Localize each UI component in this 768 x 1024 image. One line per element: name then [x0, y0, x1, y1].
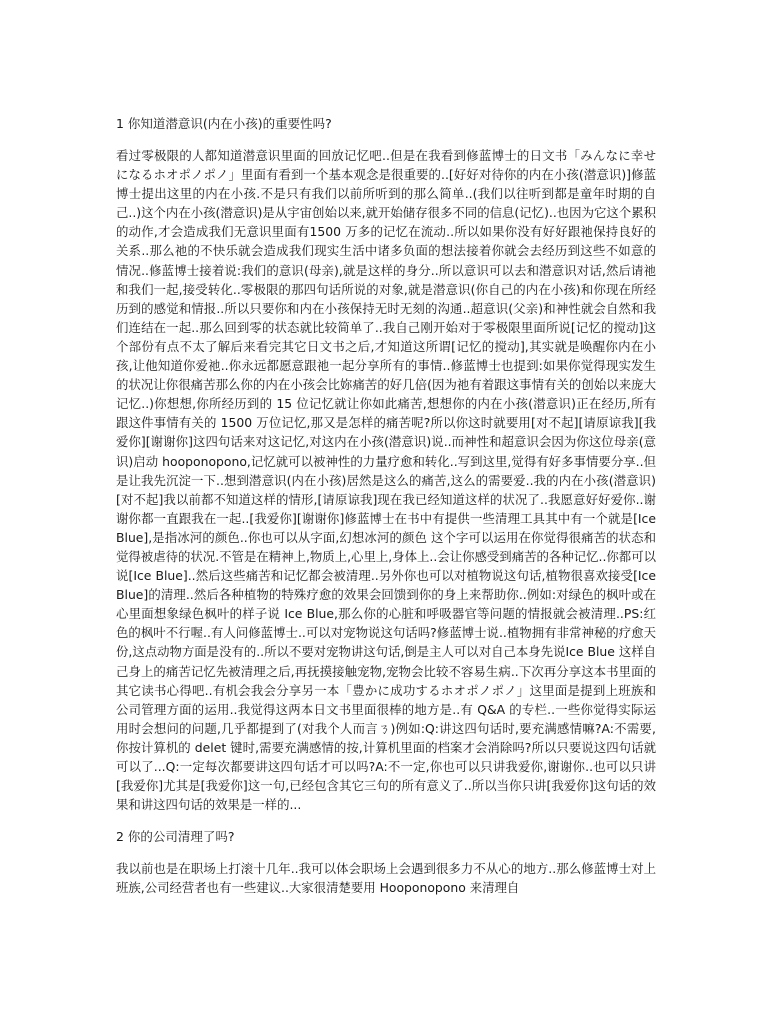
section-2-heading: 2 你的公司清理了吗?	[116, 829, 235, 845]
section-2-body: 我以前也是在职场上打滚十几年..我可以体会职场上会遇到很多力不从心的地方..那么修蓝博士对上班族,公司经营者也有一些建议..大家很清楚要用 Hooponopono 来清理自	[116, 861, 656, 896]
section-1-heading: 1 你知道潜意识(内在小孩)的重要性吗?	[116, 116, 332, 131]
document-page	[116, 114, 656, 910]
section-1-body: 看过零极限的人都知道潜意识里面的回放记忆吧..但是在我看到修蓝博士的日文书「みんなに幸せになるホオポノポノ」里面有看到一个基本观念是很重要的..[好好对待你的内在小孩(潜意识)]修蓝博士提出这里的内在小孩.不是只有我们以前所听到的那么简单..(我们以往听到都是童年时期的自己..)这个内在小孩(潜意识)是从宇宙创始以来,就开始储存很多不同的信息(记忆)..也因为它这个累积的动作,才会造成我们无意识里面有1500 万多的记忆在流动..所以如果你没有好好跟祂保持良好的关系..那么祂的不快乐就会造成我们现实生活中诸多负面的想法接着你就会去经历到这些不如意的情况..修蓝博士接着说:我们的意识(母亲),就是这样的身分..所以意识可以去和潜意识对话,然后请祂和我们一起,接受转化..零极限的那四句话所说的对象,就是潜意识(你自己的内在小孩)和你现在所经历到的感觉和情报..所以只要你和内在小孩保持无时无刻的沟通..超意识(父亲)和神性就会自然和我们连结在一起..那么回到零的状态就比较简单了..我自己刚开始对于零极限里面所说[记忆的搅动]这个部份有点不太了解后来看完其它日文书之后,才知道这所谓[记忆的搅动],其实就是唤醒你内在小孩,让他知道你爱祂..你永远都愿意跟祂一起分享所有的事情..修蓝博士也提到:如果你觉得现实发生的状况让你很痛苦那么你的内在小孩会比妳痛苦的好几倍(因为祂有着跟这事情有关的创始以来庞大记忆..)你想想,你所经历到的 15 位记忆就让你如此痛苦,想想你的内在小孩(潜意识)正在经历,所有跟这件事情有关的 1500 万位记忆,那又是怎样的痛苦呢?所以你这时就要用[对不起][请原谅我][我爱你][谢谢你]这四句话来对这记忆,对这内在小孩(潜意识)说..而神性和超意识会因为你这位母亲(意识)启动 hooponopono,记忆就可以被神性的力量疗愈和转化..写到这里,觉得有好多事情要分享..但是让我先沉淀一下..想到潜意识(内在小孩)居然是这么的痛苦,这么的需要爱..我的内在小孩(潜意识)[对不起]我以前都不知道这样的情形,[请原谅我]现在我已经知道这样的状况了..我愿意好好爱你..谢谢你都一直跟我在一起..[我爱你][谢谢你]修蓝博士在书中有提供一些清理工具其中有一个就是[Ice Blue],是指冰河的颜色..你也可以从字面,幻想冰河的颜色 这个字可以运用在你觉得很痛苦的状态和觉得被虐待的状况.不管是在精神上,物质上,心里上,身体上..会让你感受到痛苦的各种记忆..你都可以说[Ice Blue]..然后这些痛苦和记忆都会被清理..另外你也可以对植物说这句话,植物很喜欢接受[Ice Blue]的清理..然后各种植物的特殊疗愈的效果会回馈到你的身上来帮助你..例如:对绿色的枫叶或在心里面想象绿色枫叶的样子说 Ice Blue,那么你的心脏和呼吸器官等问题的情报就会被清理..PS:红色的枫叶不行喔..有人问修蓝博士..可以对宠物说这句话吗?修蓝博士说..植物拥有非常神秘的疗愈天份,这点动物方面是没有的..所以不要对宠物讲这句话,倒是主人可以对自己本身先说Ice Blue 这样自己身上的痛苦记忆先被清理之后,再抚摸接触宠物,宠物会比较不容易生病..下次再分享这本书里面的其它读书心得吧..有机会我会分享另一本「豊かに成功するホオポノポノ」这里面是提到上班族和公司管理方面的运用..我觉得这两本日文书里面很棒的地方是..有 Q&A 的专栏..一些你觉得实际运用时会想问的问题,几乎都提到了(对我个人而言ㄋ)例如:Q:讲这四句话时,要充满感情嘛?A:不需要,你按计算机的 delet 键时,需要充满感情的按,计算机里面的档案才会消除吗?所以只要说这四句话就可以了...Q:一定每次都要讲这四句话才可以吗?A:不一定,你也可以只讲我爱你,谢谢你..也可以只讲[我爱你]尤其是[我爱你]这一句,已经包含其它三句的所有意义了..所以当你只讲[我爱你]这句话的效果和讲这四句话的效果是一样的...	[116, 148, 656, 813]
